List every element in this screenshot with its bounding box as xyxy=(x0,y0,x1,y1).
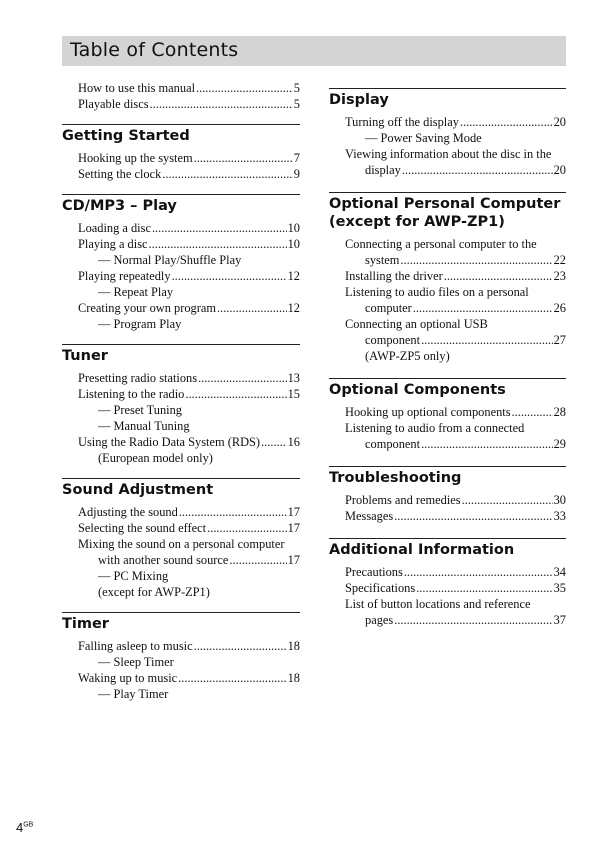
toc-entry-row xyxy=(78,386,300,402)
dot-leader xyxy=(149,236,287,252)
toc-page-number: 23 xyxy=(553,269,566,283)
toc-page-number: 9 xyxy=(293,167,300,181)
toc-entry-title: Hooking up optional components xyxy=(345,405,511,419)
page-number-suffix: GB xyxy=(23,821,34,829)
toc-entry-title: Presetting radio stations xyxy=(78,371,198,385)
dot-leader xyxy=(444,268,553,284)
dot-leader xyxy=(198,370,287,386)
dot-leader xyxy=(413,300,553,316)
toc-entry[interactable] xyxy=(78,370,300,386)
toc-entry-title: How to use this manual xyxy=(78,81,196,95)
toc-entry-title: Playing repeatedly xyxy=(78,269,171,283)
toc-entry-title: List of button locations and reference xyxy=(345,597,531,611)
toc-page-number: 5 xyxy=(293,81,300,95)
dot-leader xyxy=(152,220,287,236)
toc-entry[interactable] xyxy=(345,284,566,316)
toc-entry-title: Listening to the radio xyxy=(78,387,185,401)
toc-entry-row xyxy=(345,492,566,508)
dot-leader xyxy=(179,504,287,520)
dot-leader xyxy=(217,300,287,316)
toc-entry-list xyxy=(62,504,300,600)
toc-entry-list xyxy=(62,638,300,702)
section-heading: Timer xyxy=(62,612,300,633)
toc-column-left xyxy=(62,80,300,702)
toc-entry[interactable] xyxy=(345,404,566,420)
toc-entry[interactable] xyxy=(78,268,300,300)
toc-entry-title-cont: computer xyxy=(365,301,412,315)
section-heading: Getting Started xyxy=(62,124,300,145)
toc-subentry: — Repeat Play xyxy=(98,285,174,299)
toc-entry-title: Specifications xyxy=(345,581,416,595)
section-heading: Display xyxy=(329,88,566,109)
toc-entry-title: Selecting the sound effect xyxy=(78,521,207,535)
toc-subentry: (European model only) xyxy=(98,451,213,465)
dot-leader xyxy=(178,670,286,686)
toc-entry-title: Mixing the sound on a personal computer xyxy=(78,537,285,551)
toc-section xyxy=(62,194,300,332)
toc-entry-list xyxy=(329,492,566,524)
toc-subentry: — Power Saving Mode xyxy=(365,131,482,145)
toc-entry[interactable] xyxy=(345,420,566,452)
toc-section xyxy=(62,478,300,600)
toc-entry-list xyxy=(329,404,566,452)
toc-entry-title: Adjusting the sound xyxy=(78,505,178,519)
toc-entry-title: Using the Radio Data System (RDS) xyxy=(78,435,261,449)
dot-leader xyxy=(162,166,293,182)
toc-entry-title: Precautions xyxy=(345,565,403,579)
toc-page-number: 35 xyxy=(553,581,566,595)
dot-leader xyxy=(416,580,552,596)
toc-entry[interactable] xyxy=(78,638,300,670)
toc-entry-row xyxy=(345,508,566,524)
toc-page-number: 22 xyxy=(553,253,566,267)
toc-entry-row xyxy=(345,404,566,420)
toc-entry[interactable] xyxy=(345,564,566,580)
toc-entry-title: Listening to audio files on a personal xyxy=(345,285,529,299)
toc-entry[interactable] xyxy=(345,268,566,284)
toc-page-number: 20 xyxy=(553,163,566,177)
toc-page-number: 12 xyxy=(287,301,300,315)
toc-subentry: (AWP-ZP5 only) xyxy=(365,349,450,363)
toc-page-number: 16 xyxy=(287,435,300,449)
toc-page-number: 26 xyxy=(553,301,566,315)
toc-entry-list xyxy=(62,370,300,466)
toc-page-number: 29 xyxy=(553,437,566,451)
dot-leader xyxy=(462,492,553,508)
section-heading: Additional Information xyxy=(329,538,566,559)
dot-leader xyxy=(229,552,286,568)
toc-subentry: — Normal Play/Shuffle Play xyxy=(98,253,242,267)
toc-subentry: (except for AWP-ZP1) xyxy=(98,585,210,599)
toc-entry[interactable] xyxy=(345,316,566,364)
toc-entry-title: Playable discs xyxy=(78,97,149,111)
toc-entry[interactable] xyxy=(345,236,566,268)
toc-page-number: 13 xyxy=(287,371,300,385)
toc-entry-row xyxy=(78,236,300,252)
toc-entry[interactable] xyxy=(78,386,300,434)
dot-leader xyxy=(194,150,293,166)
toc-subentry: — Sleep Timer xyxy=(98,655,174,669)
toc-entry[interactable] xyxy=(78,96,300,112)
toc-entry-row xyxy=(345,436,566,452)
toc-entry-list xyxy=(329,564,566,628)
toc-entry-list xyxy=(62,220,300,332)
toc-subentry: — Manual Tuning xyxy=(98,419,190,433)
toc-entry-list xyxy=(62,150,300,182)
toc-page-number: 5 xyxy=(293,97,300,111)
toc-entry-title: Hooking up the system xyxy=(78,151,193,165)
toc-subentry: — Play Timer xyxy=(98,687,169,701)
toc-entry[interactable] xyxy=(345,596,566,628)
toc-entry-title: Playing a disc xyxy=(78,237,148,251)
dot-leader xyxy=(196,80,293,96)
dot-leader xyxy=(460,114,553,130)
title-bar xyxy=(62,36,566,66)
dot-leader xyxy=(421,332,553,348)
toc-entry-title-cont: component xyxy=(365,333,421,347)
toc-subentry: — Preset Tuning xyxy=(98,403,182,417)
toc-page-number: 18 xyxy=(287,671,300,685)
dot-leader xyxy=(400,252,552,268)
toc-entry-row xyxy=(78,670,300,686)
toc-entry-row xyxy=(345,268,566,284)
toc-entry-title: Connecting an optional USB xyxy=(345,317,488,331)
toc-page-number: 12 xyxy=(287,269,300,283)
toc-entry-row xyxy=(345,332,566,348)
toc-entry-row xyxy=(78,434,300,450)
toc-entry[interactable] xyxy=(78,80,300,96)
page-number xyxy=(16,820,33,835)
toc-page-number: 17 xyxy=(287,521,300,535)
toc-page-number: 33 xyxy=(553,509,566,523)
page-number-value: 4 xyxy=(16,820,24,835)
toc-entry[interactable] xyxy=(78,300,300,332)
toc-entry-row xyxy=(78,80,300,96)
toc-section xyxy=(62,612,300,702)
toc-page-number: 37 xyxy=(553,613,566,627)
toc-entry-title: Waking up to music xyxy=(78,671,178,685)
toc-entry-row xyxy=(78,300,300,316)
section-heading: Optional Personal Computer (except for AWP-ZP1) xyxy=(329,192,566,231)
toc-entry-title: Falling asleep to music xyxy=(78,639,193,653)
dot-leader xyxy=(421,436,553,452)
toc-entry[interactable] xyxy=(345,146,566,178)
toc-entry[interactable] xyxy=(345,114,566,146)
toc-entry-row xyxy=(78,220,300,236)
dot-leader xyxy=(172,268,287,284)
toc-section xyxy=(329,466,566,524)
toc-page-number: 10 xyxy=(287,237,300,251)
dot-leader xyxy=(512,404,553,420)
toc-entry-title-cont: with another sound source xyxy=(98,553,229,567)
toc-entry-list xyxy=(329,236,566,364)
dot-leader xyxy=(185,386,286,402)
toc-entry-row xyxy=(78,520,300,536)
toc-entry[interactable] xyxy=(345,508,566,524)
toc-entry-row xyxy=(78,96,300,112)
page-title: Table of Contents xyxy=(70,39,239,61)
toc-entry-list xyxy=(329,114,566,178)
dot-leader xyxy=(394,508,552,524)
toc-entry-row xyxy=(78,268,300,284)
dot-leader xyxy=(261,434,287,450)
toc-entry-title: Messages xyxy=(345,509,394,523)
dot-leader xyxy=(207,520,286,536)
toc-entry-title: Setting the clock xyxy=(78,167,162,181)
toc-entry-row xyxy=(78,638,300,654)
toc-entry-title-cont: display xyxy=(365,163,401,177)
dot-leader xyxy=(402,162,553,178)
toc-entry-row xyxy=(345,300,566,316)
section-heading: Tuner xyxy=(62,344,300,365)
toc-entry-title: Loading a disc xyxy=(78,221,151,235)
toc-entry-row xyxy=(345,114,566,130)
toc-entry[interactable] xyxy=(78,536,300,600)
toc-entry-row xyxy=(78,504,300,520)
toc-entry[interactable] xyxy=(78,434,300,466)
toc-entry-row xyxy=(78,166,300,182)
toc-page-number: 27 xyxy=(553,333,566,347)
toc-entry-row xyxy=(78,552,300,568)
toc-entry[interactable] xyxy=(78,220,300,236)
dot-leader xyxy=(150,96,293,112)
toc-page-number: 18 xyxy=(287,639,300,653)
toc-entry[interactable] xyxy=(78,236,300,268)
toc-entry[interactable] xyxy=(78,166,300,182)
toc-entry-title: Turning off the display xyxy=(345,115,459,129)
toc-entry-title: Listening to audio from a connected xyxy=(345,421,525,435)
toc-entry-row xyxy=(345,564,566,580)
toc-section xyxy=(62,344,300,466)
dot-leader xyxy=(404,564,553,580)
toc-entry-row xyxy=(78,370,300,386)
toc-entry-list xyxy=(62,80,300,112)
toc-entry-title-cont: component xyxy=(365,437,421,451)
toc-entry[interactable] xyxy=(345,492,566,508)
toc-page-number: 34 xyxy=(553,565,566,579)
toc-entry-row xyxy=(345,252,566,268)
toc-entry-row xyxy=(345,580,566,596)
section-heading: Sound Adjustment xyxy=(62,478,300,499)
section-heading: Troubleshooting xyxy=(329,466,566,487)
toc-section xyxy=(62,124,300,182)
toc-entry-title: Problems and remedies xyxy=(345,493,461,507)
toc-entry-title-cont: pages xyxy=(365,613,394,627)
toc-column-right xyxy=(329,88,566,628)
section-heading: Optional Components xyxy=(329,378,566,399)
toc-page-number: 20 xyxy=(553,115,566,129)
toc-section xyxy=(329,378,566,452)
toc-entry-row xyxy=(345,612,566,628)
section-heading: CD/MP3 – Play xyxy=(62,194,300,215)
toc-entry-title-cont: system xyxy=(365,253,400,267)
toc-subentry: — Program Play xyxy=(98,317,182,331)
toc-entry-title: Viewing information about the disc in the xyxy=(345,147,552,161)
toc-section xyxy=(329,538,566,628)
toc-page-number: 30 xyxy=(553,493,566,507)
toc-entry[interactable] xyxy=(78,504,300,520)
toc-entry[interactable] xyxy=(78,670,300,702)
toc-page-number: 7 xyxy=(293,151,300,165)
toc-section xyxy=(329,192,566,364)
toc-page-number: 15 xyxy=(287,387,300,401)
toc-page-number: 10 xyxy=(287,221,300,235)
toc-entry-title: Connecting a personal computer to the xyxy=(345,237,537,251)
toc-entry[interactable] xyxy=(78,520,300,536)
toc-entry-row xyxy=(345,162,566,178)
toc-section xyxy=(62,80,300,112)
toc-page-number: 28 xyxy=(553,405,566,419)
toc-entry-row xyxy=(78,150,300,166)
toc-subentry: — PC Mixing xyxy=(98,569,169,583)
toc-entry-title: Installing the driver xyxy=(345,269,443,283)
toc-page-number: 17 xyxy=(287,553,300,567)
dot-leader xyxy=(194,638,287,654)
dot-leader xyxy=(394,612,552,628)
toc-entry[interactable] xyxy=(78,150,300,166)
toc-entry-title: Creating your own program xyxy=(78,301,216,315)
toc-page-number: 17 xyxy=(287,505,300,519)
toc-section xyxy=(329,88,566,178)
toc-entry[interactable] xyxy=(345,580,566,596)
